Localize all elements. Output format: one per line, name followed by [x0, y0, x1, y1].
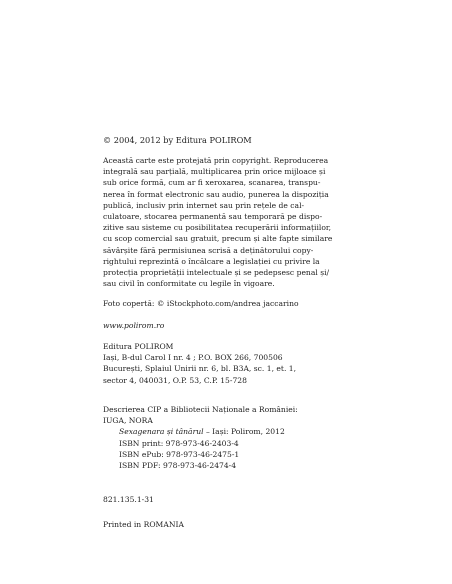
photo-credit — [103, 298, 403, 309]
legal-line: cu scop comercial sau gratuit, precum și alte fapte similare — [103, 234, 333, 244]
legal-line: publică, inclusiv prin internet sau prin rețele de cal- — [103, 200, 305, 210]
legal-line: sub orice formă, cum ar fi xeroxarea, scanarea, transpu- — [103, 178, 321, 188]
legal-line: zitive sau sisteme cu posibilitatea recuperării informațiilor, — [103, 223, 332, 233]
cip-description — [103, 404, 403, 471]
printed-in — [103, 519, 403, 530]
website — [103, 320, 403, 331]
cip-heading: Descrierea CIP a Bibliotecii Naționale a României: — [103, 405, 298, 414]
publisher-address-line: Iași, B-dul Carol I nr. 4 ; P.O. BOX 266, 700506 — [103, 353, 283, 363]
publisher-address-line: București, Splaiul Unirii nr. 6, bl. B3A, sc. 1, et. 1, — [103, 364, 297, 374]
legal-line: Această carte este protejată prin copyright. Reproducerea — [103, 156, 329, 165]
legal-line: rightului reprezintă o încălcare a legislației cu privire la — [103, 256, 320, 266]
legal-line: sau civil în conformitate cu legile în vigoare. — [103, 279, 275, 289]
copyright-notice — [103, 135, 403, 146]
website-link[interactable]: www.polirom.ro — [103, 321, 165, 330]
legal-notice — [103, 155, 403, 289]
publisher-name: Editura POLIROM — [103, 342, 174, 351]
cip-author: IUGA, NORA — [103, 416, 153, 426]
legal-line: integrală sau parțială, multiplicarea prin orice mijloace și — [103, 167, 326, 177]
cip-title — [103, 426, 403, 437]
photo-credit-text: Foto copertă: © iStockphoto.com/andrea jaccarino — [103, 299, 299, 308]
cip-title-rest: – Iași: Polirom, 2012 — [203, 427, 285, 437]
legal-line: nerea în format electronic sau audio, punerea la dispoziția — [103, 189, 329, 199]
legal-line: culatoare, stocarea permanentă sau temporară pe dispo- — [103, 212, 323, 222]
legal-line: protecția proprietății intelectuale și se pedepsesc penal și/ — [103, 268, 330, 278]
legal-line: săvârșite fără permisiunea scrisă a deținătorului copy- — [103, 245, 314, 255]
classification — [103, 494, 403, 505]
copyright-text: © 2004, 2012 by Editura POLIROM — [103, 135, 252, 145]
classification-code: 821.135.1-31 — [103, 495, 154, 504]
publisher-info — [103, 341, 403, 386]
isbn-print: ISBN print: 978-973-46-2403-4 — [119, 438, 239, 448]
publisher-address-line: sector 4, 040031, O.P. 53, C.P. 15-728 — [103, 375, 247, 385]
isbn-pdf: ISBN PDF: 978-973-46-2474-4 — [119, 461, 237, 471]
isbn-epub: ISBN ePub: 978-973-46-2475-1 — [119, 449, 240, 459]
cip-title-italic: Sexagenara și tânărul — [119, 427, 204, 437]
printed-in-text: Printed in ROMANIA — [103, 520, 184, 529]
